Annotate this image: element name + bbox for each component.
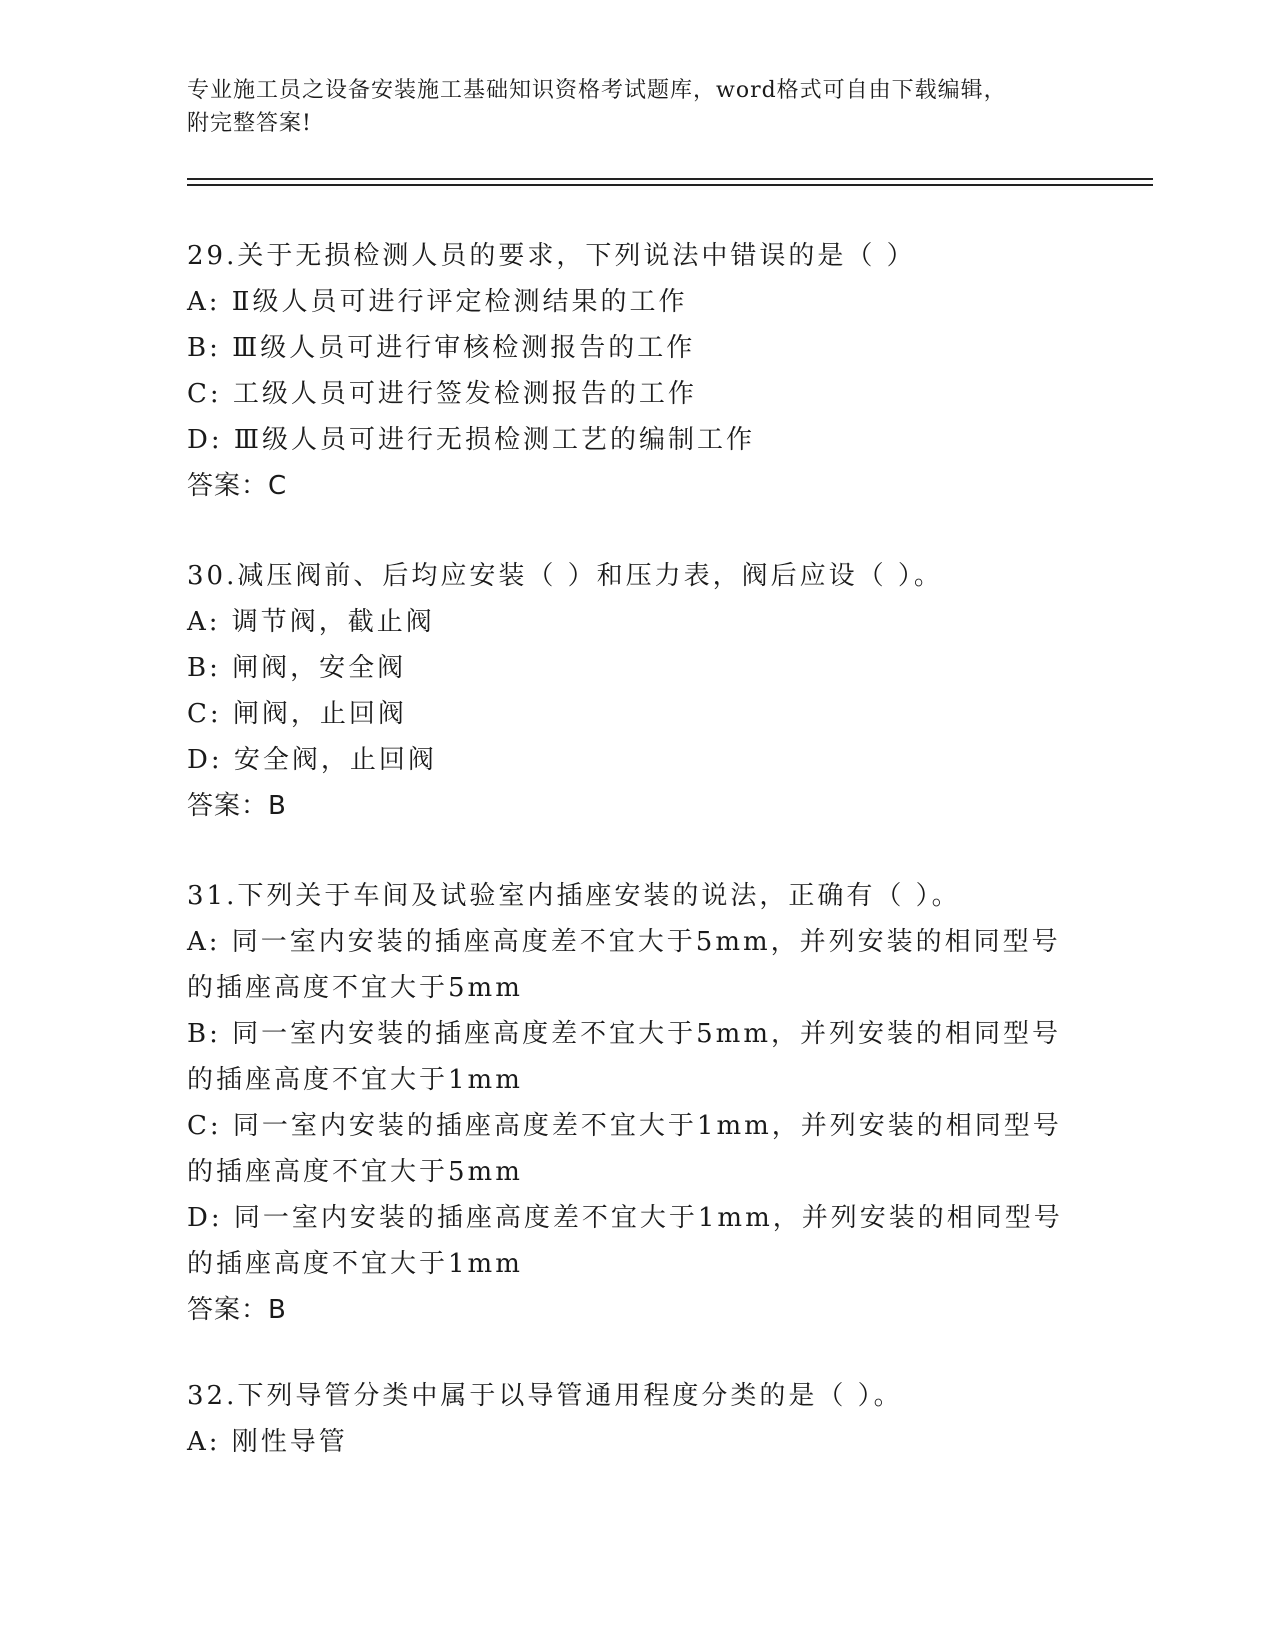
answer-line: 答案：C — [187, 471, 288, 501]
answer-line: 答案：B — [187, 1295, 287, 1325]
option-b: B: Ⅲ级人员可进行审核检测报告的工作 — [187, 333, 696, 363]
option-d: D: 同一室内安装的插座高度差不宜大于1mm，并列安装的相同型号的插座高度不宜大于1mm — [187, 1203, 1063, 1279]
option-a: A: Ⅱ级人员可进行评定检测结果的工作 — [187, 287, 688, 317]
question-32 — [187, 1373, 1087, 1465]
option-a: A: 同一室内安装的插座高度差不宜大于5mm，并列安装的相同型号的插座高度不宜大于5mm — [187, 927, 1061, 1003]
question-stem: 29.关于无损检测人员的要求，下列说法中错误的是（ ） — [187, 241, 916, 271]
option-b: B: 闸阀，安全阀 — [187, 653, 407, 683]
option-c: C: 同一室内安装的插座高度差不宜大于1mm，并列安装的相同型号的插座高度不宜大于5mm — [187, 1111, 1062, 1187]
question-30 — [187, 553, 1087, 829]
header-divider-bottom — [187, 184, 1153, 186]
answer-line: 答案：B — [187, 791, 287, 821]
option-a: A: 调节阀，截止阀 — [187, 607, 435, 637]
header-intro-line-2: 附完整答案! — [187, 111, 312, 136]
header-intro-line-1: 专业施工员之设备安装施工基础知识资格考试题库，word格式可自由下载编辑， — [187, 78, 1007, 103]
option-c: C: 闸阀，止回阀 — [187, 699, 407, 729]
question-31 — [187, 873, 1087, 1333]
header-divider-top — [187, 178, 1153, 180]
question-29 — [187, 233, 1087, 509]
question-stem: 31.下列关于车间及试验室内插座安装的说法，正确有（ ）。 — [187, 881, 961, 911]
option-d: D: 安全阀，止回阀 — [187, 745, 437, 775]
option-b: B: 同一室内安装的插座高度差不宜大于5mm，并列安装的相同型号的插座高度不宜大于1mm — [187, 1019, 1061, 1095]
option-c: C: 工级人员可进行签发检测报告的工作 — [187, 379, 697, 409]
question-stem: 30.减压阀前、后均应安装（ ）和压力表，阀后应设（ ）。 — [187, 561, 943, 591]
question-stem: 32.下列导管分类中属于以导管通用程度分类的是（ ）。 — [187, 1381, 903, 1411]
option-a: A: 刚性导管 — [187, 1427, 348, 1457]
option-d: D: Ⅲ级人员可进行无损检测工艺的编制工作 — [187, 425, 755, 455]
document-header — [187, 74, 1067, 140]
